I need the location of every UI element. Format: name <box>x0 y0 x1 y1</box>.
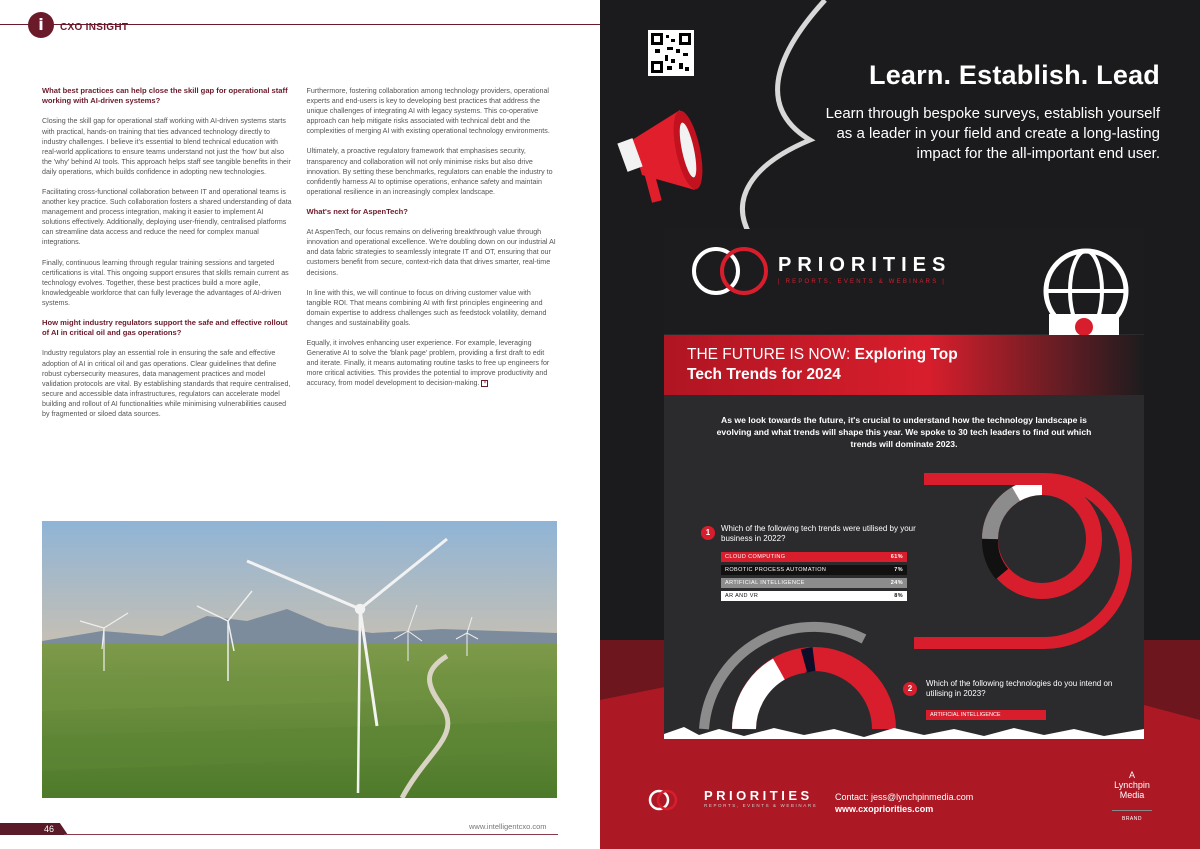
question-heading: What's next for AspenTech? <box>306 206 408 216</box>
question-heading: How might industry regulators support the safe and effective rollout of AI in critical oil and gas operations? <box>42 318 288 338</box>
lynchpin-line-3: Media <box>1119 790 1145 800</box>
q1-bar-4 <box>721 591 907 601</box>
end-of-article-icon: × <box>481 380 488 387</box>
footer-url[interactable]: www.intelligentcxo.com <box>469 822 547 831</box>
cxo-insight-logo-icon: i <box>28 12 54 38</box>
q2-donut-chart <box>704 627 884 729</box>
paragraph: Facilitating cross-functional collaboration between IT and operational teams is another key practice. Such collaboration fosters a shared understanding of data management and process integration, making it easier to implement AI solutions effectively. Additionally, deploying user-friendly, centralised platforms can streamline data access and reduce the need for complex manual integrations. <box>42 187 292 247</box>
question-heading: What best practices can help close the skill gap for operational staff working with AI-driven systems? <box>42 86 288 106</box>
paragraph: Furthermore, fostering collaboration among technology providers, operational experts and end-users is key to developing best practices that address the unique challenges of integrating AI with legacy systems. This co-operative approach can help mitigate risks associated with technical debt and the complexities of merging AI with existing operational technology environments. <box>306 87 550 136</box>
lynchpin-brand-label: BRAND <box>1112 810 1152 824</box>
wind-farm-photo <box>42 521 557 798</box>
megaphone-icon <box>617 108 708 202</box>
question-1-text: Which of the following tech trends were utilised by your business in 2022? <box>721 524 916 543</box>
poster-title-bold-2: Tech Trends for 2024 <box>687 366 841 383</box>
q1-bar-value: 7% <box>894 567 903 573</box>
right-page-advert <box>600 0 1200 849</box>
poster-title-plain: THE FUTURE IS NOW: <box>687 346 855 363</box>
q1-bar-label: ROBOTIC PROCESS AUTOMATION <box>725 567 827 573</box>
paragraph: Closing the skill gap for operational staff working with AI-driven systems starts with practical, hands-on training that ties advanced technology directly to industry challenges. I believe it's essential to blend technical education with real-world applications to ensure teams understand not just the 'how' but also the 'why' behind AI tools. This approach helps staff see tangible benefits in their daily operations, which builds confidence in adopting new technologies. <box>42 117 291 176</box>
q1-bar-value: 8% <box>894 593 903 599</box>
website-link[interactable]: www.cxopriorities.com <box>835 804 934 814</box>
q1-bar-3 <box>721 578 907 588</box>
page-number: 46 <box>44 824 55 834</box>
q1-bar-label: ARTIFICIAL INTELLIGENCE <box>725 580 805 586</box>
q1-bar-value: 24% <box>890 580 903 586</box>
footer-cxo-logo-icon <box>648 785 678 815</box>
advert-subhead: Learn through bespoke surveys, establish yourself as a leader in your field and create a long-lasting impact for the all-important end user. <box>825 105 1160 162</box>
qr-code[interactable] <box>648 30 694 76</box>
paragraph: Finally, continuous learning through regular training sessions and targeted certifications is vital. This ongoing support ensures that skills remain current as technology evolves. Together, these best practices build a more agile, knowledgeable workforce that can fully leverage the advantages of AI-driven systems. <box>42 258 289 307</box>
article-columns <box>42 86 557 516</box>
section-label: CXO INSIGHT <box>60 22 129 33</box>
paragraph <box>307 338 558 388</box>
wind-farm-illustration <box>42 521 557 798</box>
article-column-2 <box>307 86 558 516</box>
qr-code-icon <box>651 33 691 73</box>
footer-rule <box>64 834 558 835</box>
q1-bar-1 <box>721 552 907 562</box>
lynchpin-line-1: A <box>1128 770 1135 780</box>
q2-first-bar: ARTIFICIAL INTELLIGENCE <box>926 710 1046 720</box>
paragraph: Ultimately, a proactive regulatory framework that emphasises security, transparency and collaboration will not only minimise risks but also drive innovation. By setting these benchmarks, regulators can enable the industry to confidently harness AI to optimise operations, enhance safety and maintain operational resilience in an increasingly complex landscape. <box>306 147 553 196</box>
q1-donut-chart <box>914 479 1126 643</box>
q1-bar-list <box>721 552 907 604</box>
priorities-brand: PRIORITIES <box>778 254 952 276</box>
question-2-text: Which of the following technologies do you intend on utilising in 2023? <box>926 679 1113 698</box>
page-number-tab <box>0 823 68 835</box>
infographic-poster <box>664 229 1144 739</box>
advert-headline: Learn. Establish. Lead <box>869 60 1160 90</box>
paragraph: At AspenTech, our focus remains on delivering breakthrough value through innovation and operational excellence. We're doubling down on our industrial AI and data fabric strategies to seamlessly integrate IT and OT, ensuring that our customers benefit from secure, context-rich data that drives smarter, real-time decisions. <box>306 228 556 277</box>
article-column-1 <box>42 86 293 516</box>
priorities-tagline: | REPORTS, EVENTS & WEBINARS | <box>778 279 947 285</box>
contact-block <box>835 791 973 815</box>
paragraph-text: Equally, it involves enhancing user experience. For example, leveraging Generative AI to solve the 'blank page' problem, providing a first draft to edit and iterate. Finally, it means automating routine tasks to free up engineers for more critical activities. This provides the potential to improve productivity and accuracy, from model development to decision-making. <box>306 338 550 388</box>
cxo-logo-icon <box>694 249 766 293</box>
q1-bar-label: AR AND VR <box>725 593 759 599</box>
question-1-badge: 1 <box>701 526 715 540</box>
contact-email[interactable]: Contact: jess@lynchpinmedia.com <box>835 792 974 802</box>
paragraph: In line with this, we will continue to focus on driving customer value with tangible ROI. That means combining AI with first principles engineering and domain expertise to address challenges such as feedstock volatility, demand changes and sustainability goals. <box>306 288 547 327</box>
poster-title <box>687 345 958 385</box>
poster-graphics <box>664 229 1144 739</box>
question-2-badge: 2 <box>903 682 917 696</box>
poster-title-bold-1: Exploring Top <box>854 346 958 363</box>
paragraph: Industry regulators play an essential role in ensuring the safe and effective adoption of AI in critical oil and gas operations. Clear guidelines that define robust cybersecurity measures, data management practices and model validation protocols are vital. By establishing standards that require centralised, secure and accessible data infrastructures, regulators can accelerate model building and rollout of AI functionalities while minimising vulnerabilities caused by fragmented or siloed data sources. <box>42 349 291 418</box>
footer-brand: PRIORITIES <box>704 788 813 803</box>
q1-bar-2 <box>721 565 907 575</box>
footer-tagline: REPORTS, EVENTS & WEBINARS <box>704 803 818 808</box>
lynchpin-line-2: Lynchpin <box>1114 780 1150 790</box>
q1-bar-label: CLOUD COMPUTING <box>725 554 786 560</box>
lynchpin-media-logo <box>1112 770 1152 824</box>
q1-bar-value: 61% <box>890 554 903 560</box>
poster-intro: As we look towards the future, it's crucial to understand how the technology landscape is evolving and what trends will shape this year. We spoke to 30 tech leaders to find out which trends will dominate 2023. <box>716 415 1092 449</box>
